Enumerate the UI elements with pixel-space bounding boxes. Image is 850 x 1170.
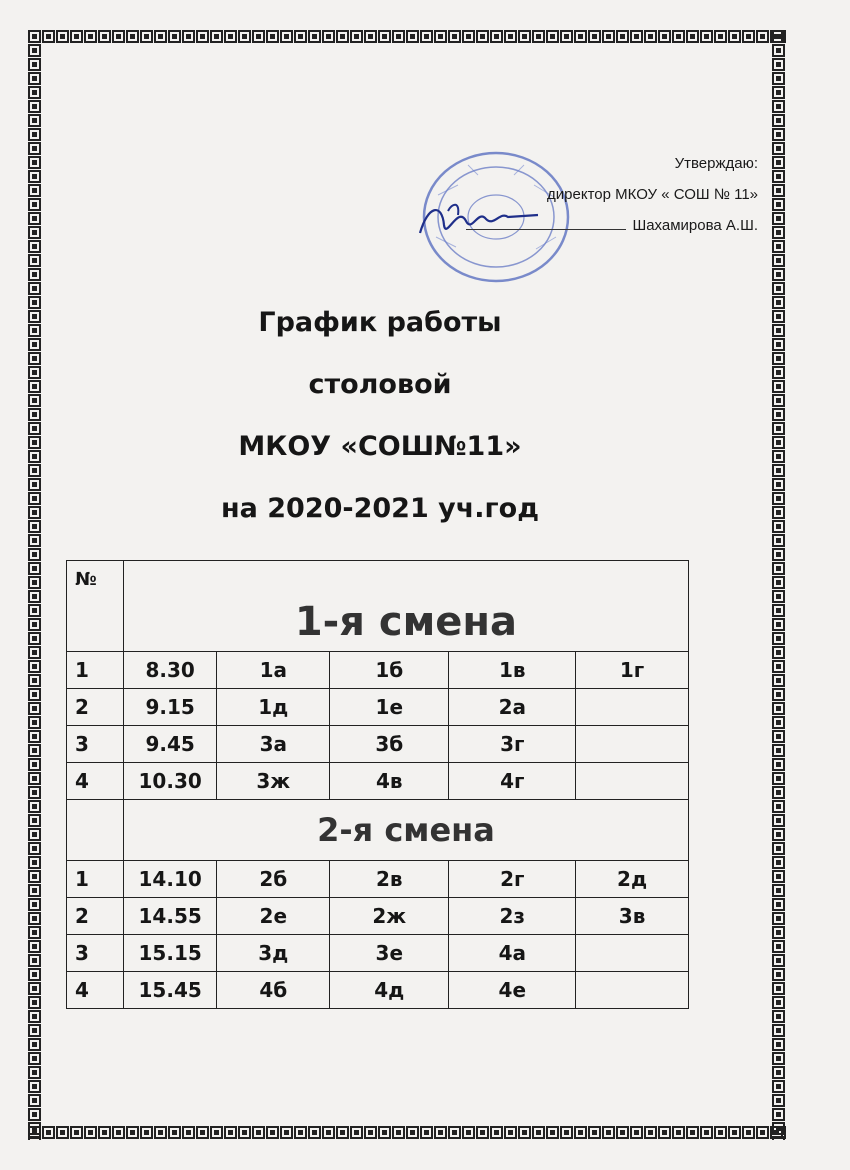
shift2-header-row: [67, 800, 689, 861]
class-cell: 3в: [576, 898, 689, 935]
class-cell: 1а: [217, 652, 330, 689]
row-time: 14.55: [123, 898, 216, 935]
row-time: 10.30: [123, 763, 216, 800]
class-cell: 4в: [330, 763, 449, 800]
table-row: [67, 689, 689, 726]
table-row: [67, 763, 689, 800]
class-cell: 4е: [449, 972, 576, 1009]
table-row: [67, 935, 689, 972]
table-row: [67, 726, 689, 763]
class-cell: 1в: [449, 652, 576, 689]
row-time: 9.45: [123, 726, 216, 763]
class-cell: [576, 935, 689, 972]
class-cell: 2а: [449, 689, 576, 726]
class-cell: 4б: [217, 972, 330, 1009]
table-row: [67, 861, 689, 898]
class-cell: [576, 726, 689, 763]
class-cell: 4г: [449, 763, 576, 800]
row-number: 1: [67, 861, 124, 898]
approval-block: [466, 148, 758, 241]
class-cell: 2г: [449, 861, 576, 898]
class-cell: 4а: [449, 935, 576, 972]
row-number: 4: [67, 972, 124, 1009]
class-cell: 2е: [217, 898, 330, 935]
class-cell: 1д: [217, 689, 330, 726]
approval-position: директор МКОУ « СОШ № 11»: [547, 186, 758, 203]
title-line-2: столовой: [308, 369, 452, 400]
document-title: [70, 292, 690, 540]
row-number: 2: [67, 689, 124, 726]
approval-name: Шахамирова А.Ш.: [632, 217, 758, 234]
shift2-rows: [67, 861, 689, 1009]
signature-underline: [466, 229, 626, 230]
table-row: [67, 898, 689, 935]
class-cell: 4д: [330, 972, 449, 1009]
row-time: 15.45: [123, 972, 216, 1009]
row-time: 14.10: [123, 861, 216, 898]
class-cell: 3б: [330, 726, 449, 763]
row-number: 1: [67, 652, 124, 689]
row-time: 8.30: [123, 652, 216, 689]
class-cell: [576, 763, 689, 800]
title-line-3: МКОУ «СОШ№11»: [238, 431, 522, 462]
class-cell: 1е: [330, 689, 449, 726]
border-bottom-ornament: [28, 1126, 786, 1140]
border-right-ornament: [772, 30, 786, 1140]
class-cell: [576, 689, 689, 726]
border-top-ornament: [28, 30, 786, 44]
row-time: 15.15: [123, 935, 216, 972]
class-cell: 2ж: [330, 898, 449, 935]
table-row: [67, 972, 689, 1009]
shift2-number-cell: [67, 800, 124, 861]
row-number: 4: [67, 763, 124, 800]
row-number: 3: [67, 726, 124, 763]
row-number: 3: [67, 935, 124, 972]
title-line-4: на 2020-2021 уч.год: [220, 493, 540, 524]
approval-heading: Утверждаю:: [674, 155, 758, 172]
shift1-label: 1-я смена: [123, 561, 688, 652]
class-cell: 3е: [330, 935, 449, 972]
class-cell: [576, 972, 689, 1009]
class-cell: 3д: [217, 935, 330, 972]
class-cell: 2д: [576, 861, 689, 898]
table-row: [67, 652, 689, 689]
title-line-1: График работы: [258, 307, 502, 338]
class-cell: 1б: [330, 652, 449, 689]
class-cell: 3г: [449, 726, 576, 763]
number-header: №: [67, 561, 124, 652]
class-cell: 1г: [576, 652, 689, 689]
class-cell: 2з: [449, 898, 576, 935]
schedule-table: [66, 560, 689, 1009]
class-cell: 3а: [217, 726, 330, 763]
approval-signature-line: [466, 210, 758, 241]
shift1-header-row: [67, 561, 689, 652]
shift2-label: 2-я смена: [123, 800, 688, 861]
class-cell: 3ж: [217, 763, 330, 800]
row-time: 9.15: [123, 689, 216, 726]
class-cell: 2в: [330, 861, 449, 898]
class-cell: 2б: [217, 861, 330, 898]
row-number: 2: [67, 898, 124, 935]
shift1-rows: [67, 652, 689, 800]
border-left-ornament: [28, 30, 42, 1140]
